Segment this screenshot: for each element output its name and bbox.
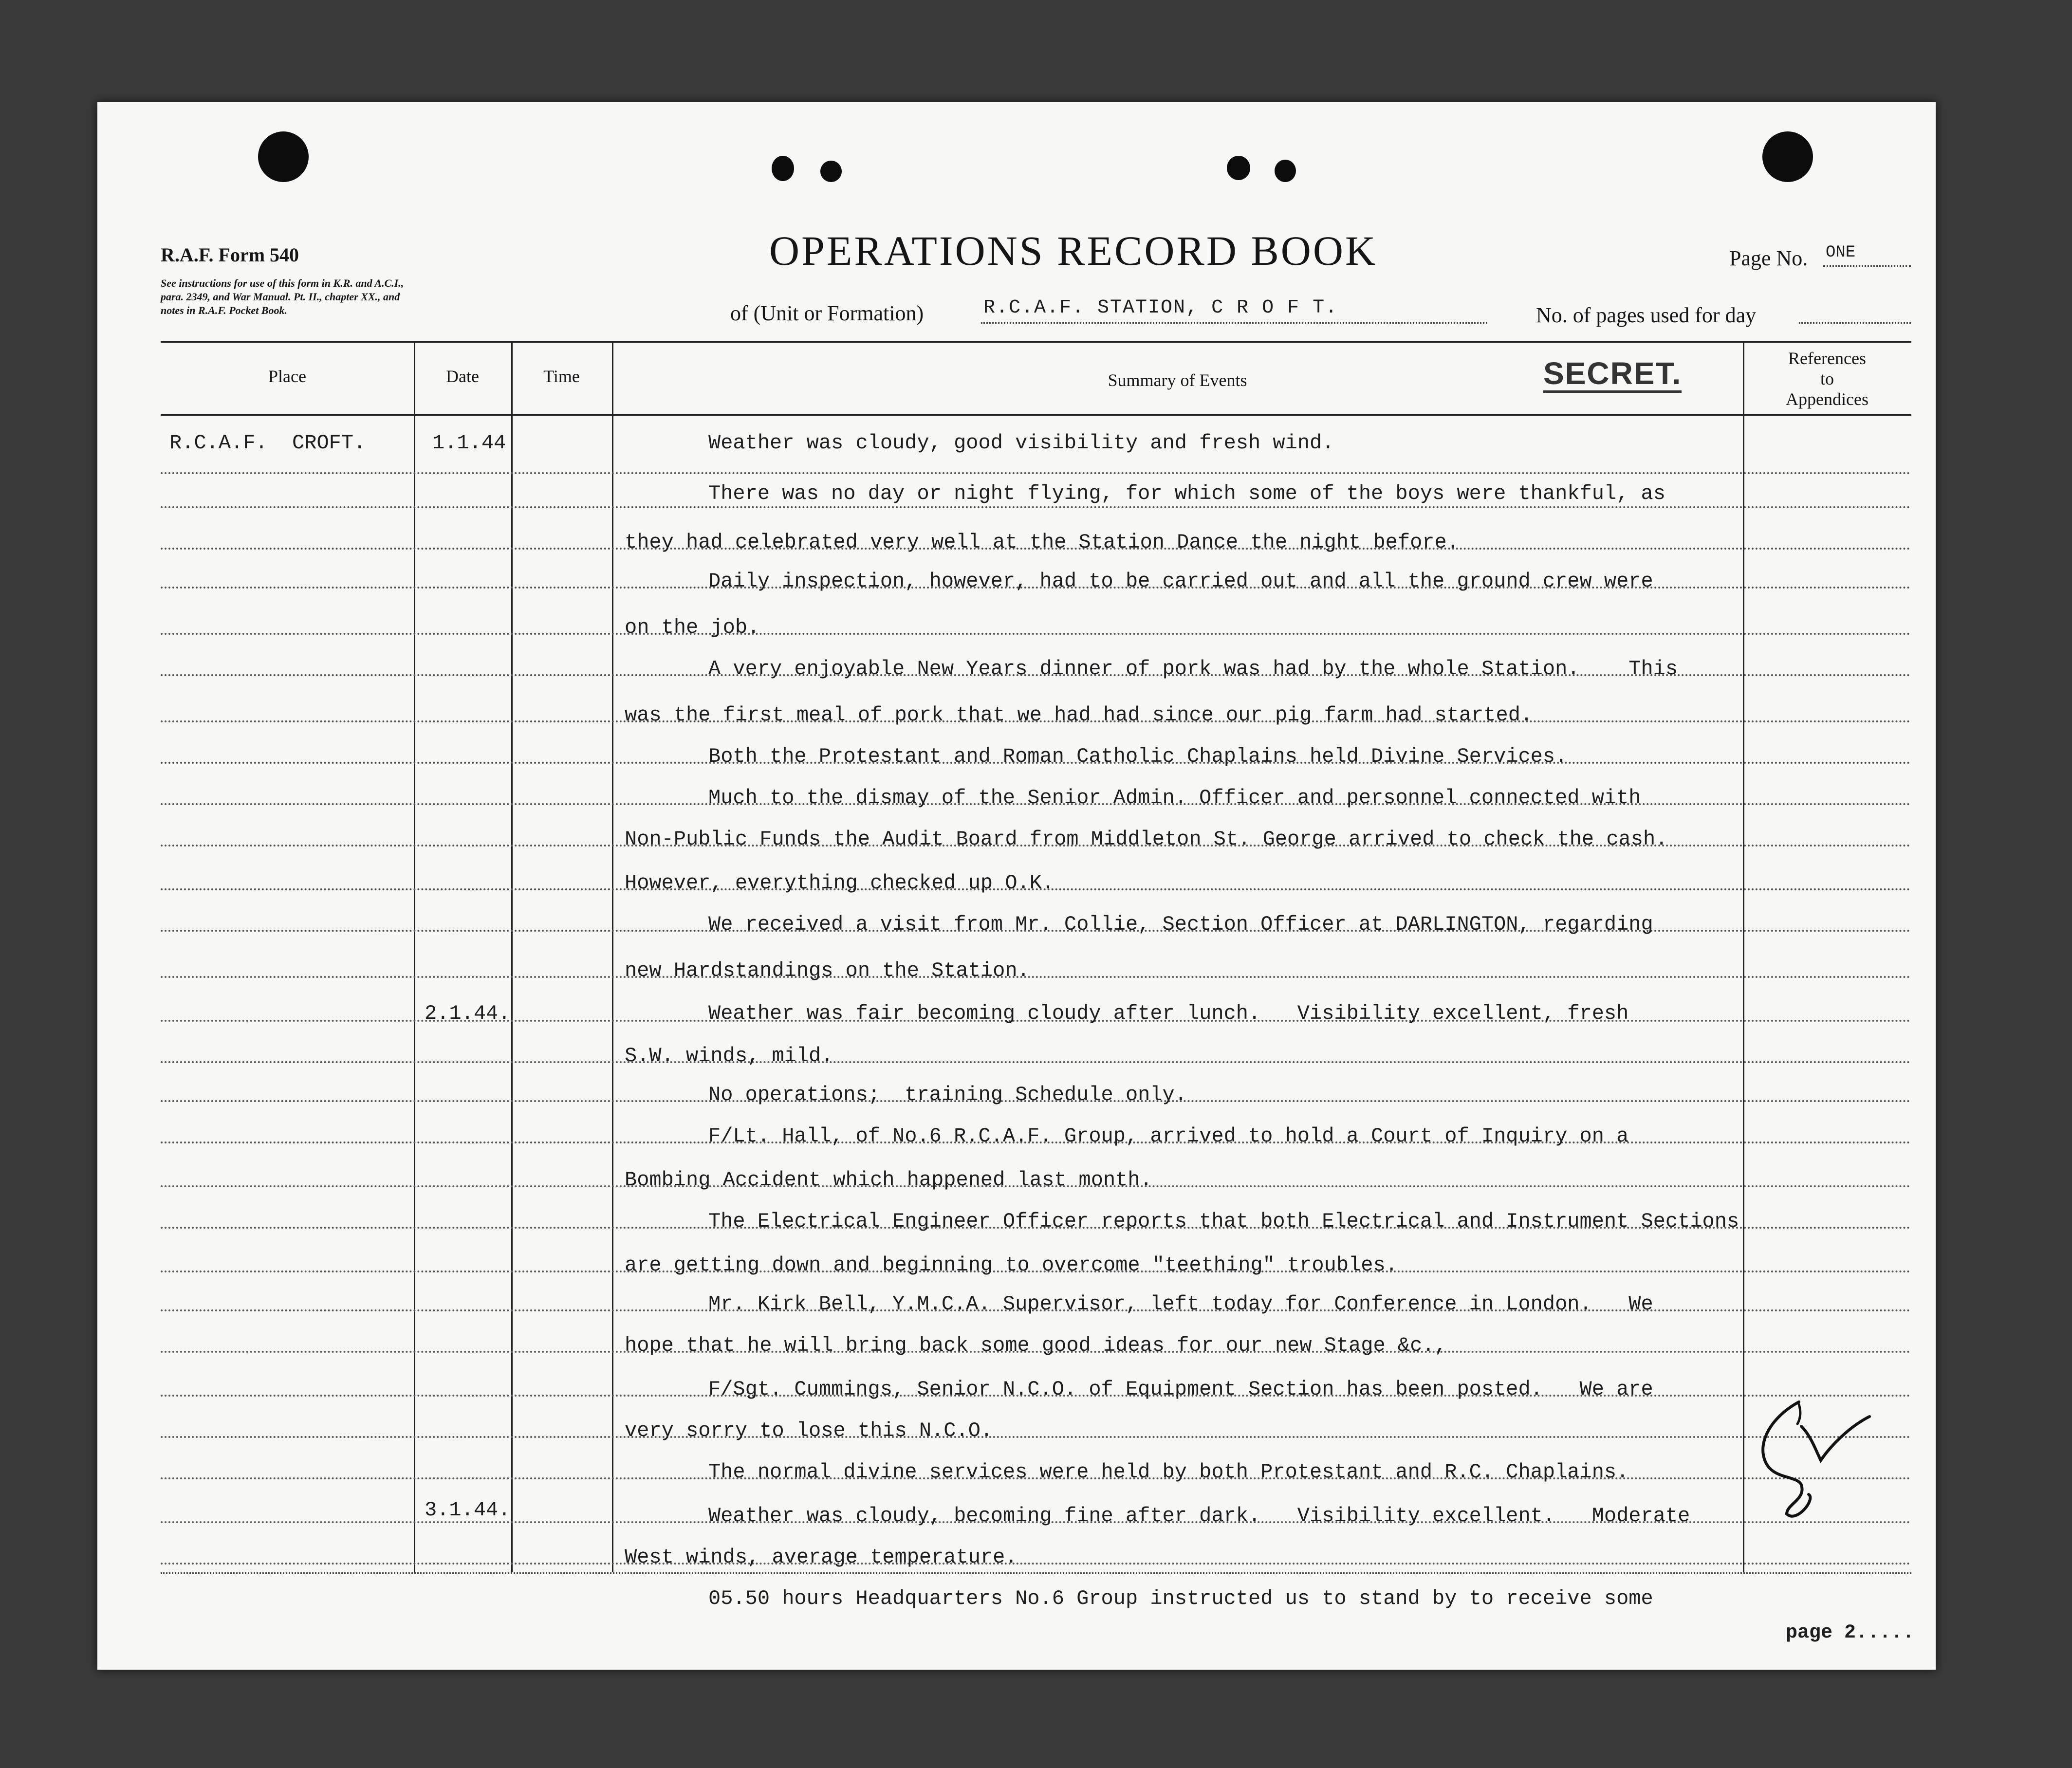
row-rule (161, 472, 1911, 474)
summary-line: However, everything checked up O.K. (625, 871, 1054, 895)
summary-line: No operations; training Schedule only. (708, 1083, 1187, 1106)
summary-line: new Hardstandings on the Station. (625, 959, 1030, 982)
punch-hole-center-right-1 (1227, 156, 1250, 180)
unit-value: R.C.A.F. STATION, C R O F T. (983, 297, 1338, 319)
date-entry-3: 3.1.44. (425, 1498, 511, 1522)
header-bottom-rule (161, 414, 1911, 416)
row-rule (161, 1061, 1911, 1063)
summary-line: they had celebrated very well at the Station Dance the night before. (625, 531, 1459, 554)
references-line-3: Appendices (1786, 389, 1868, 409)
date-col-left-border (414, 341, 415, 1572)
summary-col-left-border (612, 341, 613, 1572)
references-line-2: to (1820, 369, 1834, 388)
row-rule (161, 506, 1911, 508)
punch-hole-right (1762, 131, 1813, 182)
punch-hole-center-right-2 (1275, 160, 1296, 182)
summary-line: very sorry to lose this N.C.O. (625, 1419, 993, 1442)
summary-line: Bombing Accident which happened last month. (625, 1168, 1152, 1192)
summary-line: F/Lt. Hall, of No.6 R.C.A.F. Group, arrived to hold a Court of Inquiry on a (708, 1124, 1629, 1148)
signature-mark (1753, 1382, 1879, 1529)
summary-line: There was no day or night flying, for which some of the boys were thankful, as (708, 482, 1665, 505)
form-number: R.A.F. Form 540 (161, 244, 299, 266)
summary-line: was the first meal of pork that we had had since our pig farm had started. (625, 703, 1533, 727)
instructions-line-1: See instructions for use of this form in K.R. and A.C.I., (161, 277, 404, 289)
table-top-rule (161, 341, 1911, 343)
references-line-1: References (1788, 349, 1866, 368)
record-sheet (97, 102, 1936, 1670)
summary-line: S.W. winds, mild. (625, 1044, 833, 1068)
pages-used-label: No. of pages used for day (1536, 303, 1757, 327)
row-rule (161, 633, 1911, 635)
summary-line: Weather was fair becoming cloudy after lunch. Visibility excellent, fresh (708, 1002, 1629, 1025)
summary-line: West winds, average temperature. (625, 1546, 1018, 1569)
unit-underline (981, 322, 1487, 324)
summary-line: hope that he will bring back some good ideas for our new Stage &c., (625, 1334, 1447, 1357)
form-instructions (161, 276, 404, 317)
summary-line: on the job. (625, 616, 760, 639)
date-entry-1: 1.1.44 (432, 431, 506, 455)
time-col-left-border (511, 341, 513, 1572)
page-no-underline (1823, 265, 1911, 267)
summary-line: Weather was cloudy, becoming fine after dark. Visibility excellent. Moderate (708, 1504, 1690, 1528)
summary-line: Non-Public Funds the Audit Board from Middleton St. George arrived to check the cash. (625, 828, 1668, 851)
punch-hole-center-left-2 (820, 161, 842, 182)
summary-line: Mr. Kirk Bell, Y.M.C.A. Supervisor, left today for Conference in London. We (708, 1292, 1653, 1316)
row-rule (161, 976, 1911, 978)
page-no-value: ONE (1826, 243, 1856, 262)
col-header-references (1743, 348, 1911, 409)
pages-used-underline (1799, 322, 1911, 324)
col-header-date: Date (446, 367, 479, 386)
summary-line: The Electrical Engineer Officer reports that both Electrical and Instrument Sections (708, 1210, 1739, 1233)
date-entry-2: 2.1.44. (425, 1002, 511, 1025)
page-title: OPERATIONS RECORD BOOK (769, 227, 1378, 274)
instructions-line-3: notes in R.A.F. Pocket Book. (161, 304, 287, 316)
col-header-place: Place (268, 367, 306, 386)
col-header-time: Time (543, 367, 580, 386)
summary-line: F/Sgt. Cummings, Senior N.C.O. of Equipment Section has been posted. We are (708, 1378, 1653, 1401)
row-rule (161, 1563, 1911, 1565)
refs-col-left-border (1743, 341, 1744, 1572)
page-no-label: Page No. (1729, 246, 1808, 270)
summary-line: A very enjoyable New Years dinner of pork was had by the whole Station. This (708, 657, 1678, 681)
summary-line: The normal divine services were held by both Protestant and R.C. Chaplains. (708, 1460, 1629, 1484)
punch-hole-left (258, 131, 309, 182)
summary-line: Both the Protestant and Roman Catholic Chaplains held Divine Services. (708, 745, 1568, 768)
summary-line: 05.50 hours Headquarters No.6 Group instructed us to stand by to receive some (708, 1587, 1653, 1610)
bottom-rule (161, 1572, 1911, 1574)
continuation-note: page 2..... (1786, 1622, 1915, 1644)
instructions-line-2: para. 2349, and War Manual. Pt. II., chapter XX., and (161, 291, 400, 303)
summary-line: are getting down and beginning to overcome "teething" troubles. (625, 1253, 1398, 1277)
summary-line: We received a visit from Mr. Collie, Section Officer at DARLINGTON, regarding (708, 913, 1653, 936)
unit-label: of (Unit or Formation) (730, 301, 924, 325)
col-header-summary: Summary of Events (1108, 370, 1247, 390)
summary-line: Much to the dismay of the Senior Admin. Officer and personnel connected with (708, 786, 1641, 810)
summary-line: Weather was cloudy, good visibility and fresh wind. (708, 431, 1334, 455)
summary-line: Daily inspection, however, had to be carried out and all the ground crew were (708, 570, 1653, 593)
row-rule (161, 1436, 1911, 1438)
place-entry: R.C.A.F. CROFT. (169, 431, 366, 455)
secret-stamp: SECRET. (1543, 356, 1682, 393)
punch-hole-center-left-1 (772, 156, 794, 181)
